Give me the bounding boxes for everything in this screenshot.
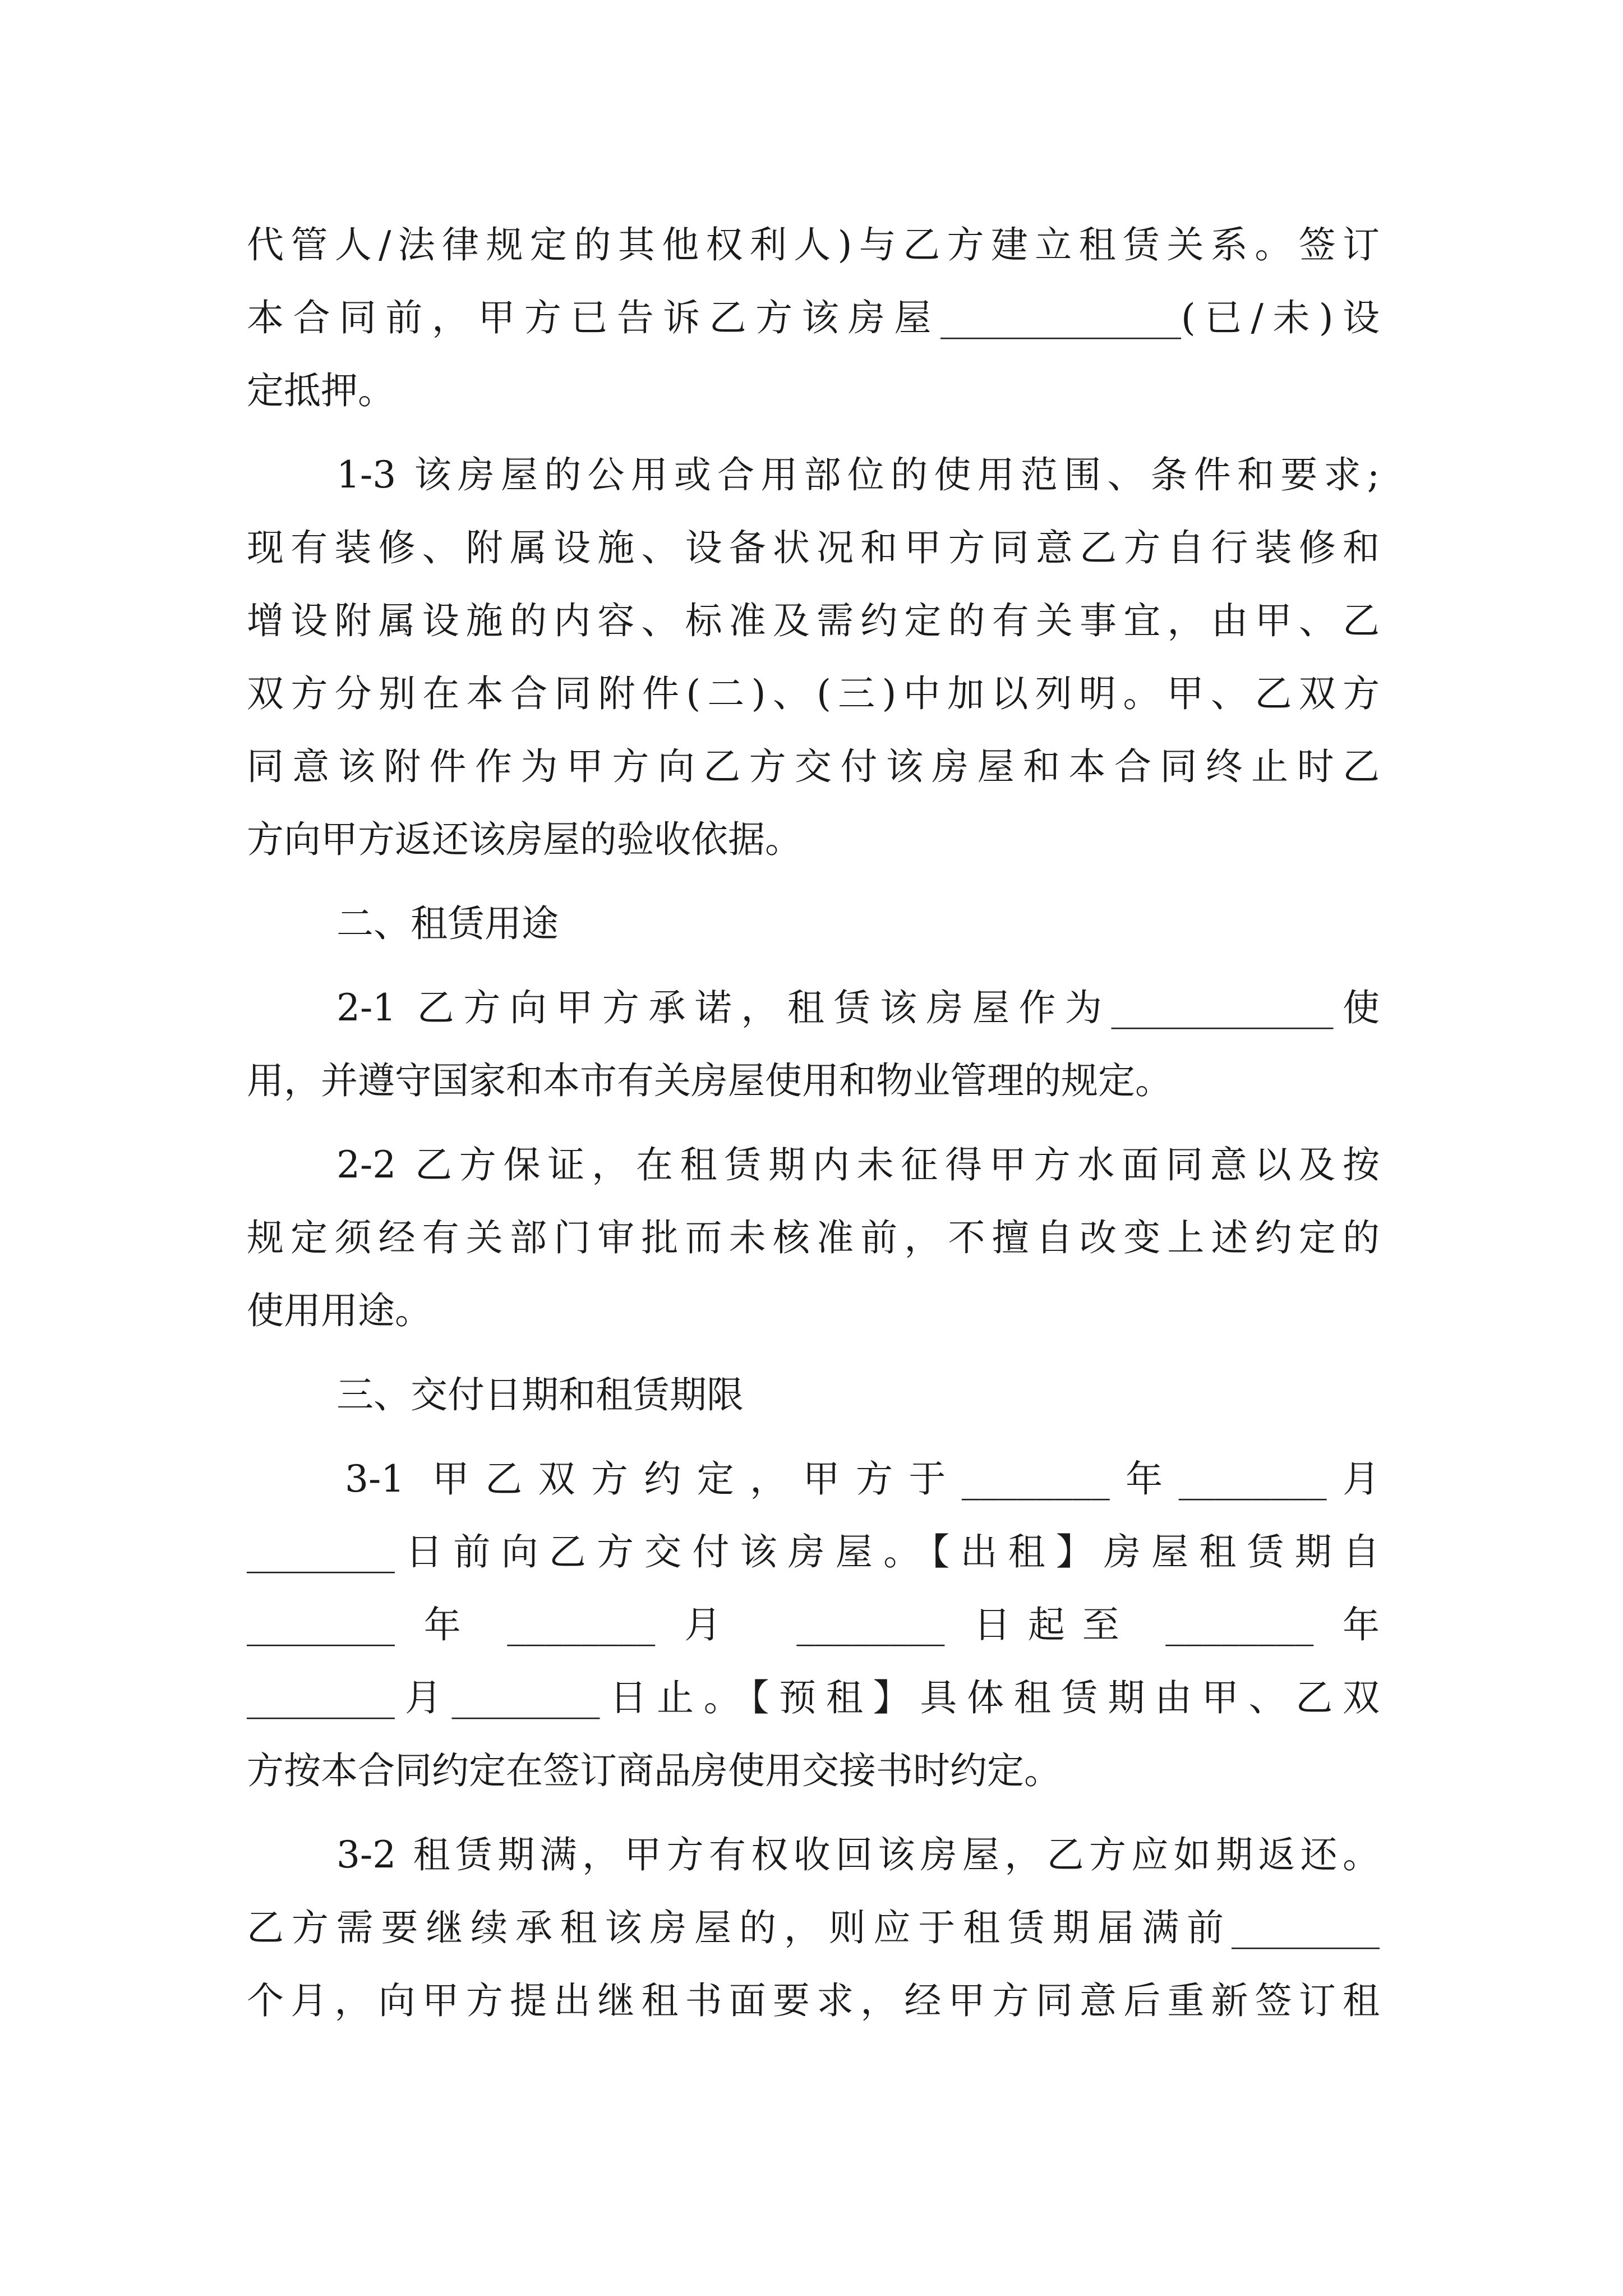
paragraph-line: 增设附属设施的内容、标准及需约定的有关事宜，由甲、乙 <box>247 599 1380 642</box>
paragraph-line: 双方分别在本合同附件(二)、(三)中加以列明。甲、乙双方 <box>247 672 1380 715</box>
clause-2-1-line: 2-1 乙方向甲方承诺，租赁该房屋作为____________使 <box>336 986 1380 1029</box>
paragraph-line: 用，并遵守国家和本市有关房屋使用和物业管理的规定。 <box>247 1059 1172 1102</box>
paragraph-line: 代管人/法律规定的其他权利人)与乙方建立租赁关系。签订 <box>247 223 1380 266</box>
paragraph-line: 同意该附件作为甲方向乙方交付该房屋和本合同终止时乙 <box>247 745 1380 788</box>
paragraph-line: ________ 年 ________ 月 ________ 日起至 ________ 年 <box>247 1603 1380 1646</box>
paragraph-line: 现有装修、附属设施、设备状况和甲方同意乙方自行装修和 <box>247 526 1380 569</box>
paragraph-line: 方按本合同约定在签订商品房使用交接书时约定。 <box>247 1749 1061 1792</box>
paragraph-line: 方向甲方返还该房屋的验收依据。 <box>247 818 802 861</box>
clause-3-2-line: 3-2 租赁期满，甲方有权收回该房屋，乙方应如期返还。 <box>336 1833 1380 1876</box>
paragraph-line: 乙方需要继续承租该房屋的，则应于租赁期届满前________ <box>247 1906 1380 1949</box>
section-heading-3: 三、交付日期和租赁期限 <box>336 1373 744 1416</box>
clause-1-3-line: 1-3 该房屋的公用或合用部位的使用范围、条件和要求; <box>336 453 1380 496</box>
clause-2-2-line: 2-2 乙方保证，在租赁期内未征得甲方水面同意以及按 <box>336 1143 1380 1186</box>
paragraph-line: 本合同前，甲方已告诉乙方该房屋_____________(已/未)设 <box>247 296 1380 339</box>
clause-3-1-line: 3-1 甲乙双方约定，甲方于________年________月 <box>345 1457 1380 1501</box>
paragraph-line: ________日前向乙方交付该房屋。【出租】房屋租赁期自 <box>247 1530 1380 1573</box>
paragraph-line: 规定须经有关部门审批而未核准前，不擅自改变上述约定的 <box>247 1216 1380 1259</box>
paragraph-line: ________月________日止。【预租】具体租赁期由甲、乙双 <box>247 1676 1380 1719</box>
section-heading-2: 二、租赁用途 <box>336 902 559 945</box>
paragraph-line: 定抵押。 <box>247 369 395 412</box>
paragraph-line: 使用用途。 <box>247 1289 432 1332</box>
paragraph-line: 个月，向甲方提出继租书面要求，经甲方同意后重新签订租 <box>247 1979 1380 2022</box>
